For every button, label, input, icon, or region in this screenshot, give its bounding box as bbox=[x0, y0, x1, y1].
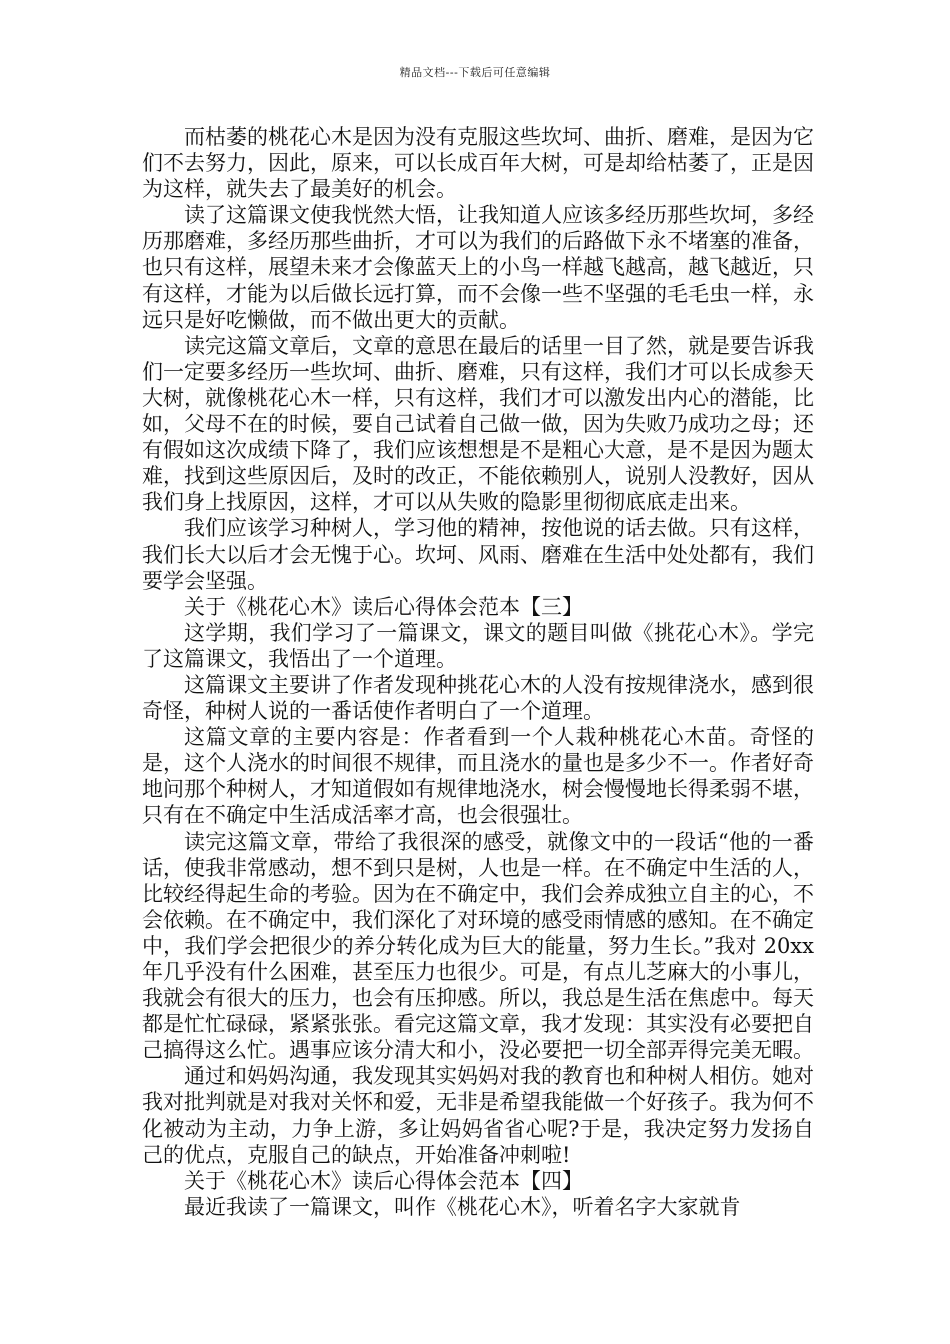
section-heading: 关于《桃花心木》读后心得体会范本【三】 bbox=[184, 594, 583, 619]
paragraph: 读完这篇文章，带给了我很深的感受，就像文中的一段话“他的一番话，使我非常感动，想不到只是树，人也是一样。在不确定中生活的人，比较经得起生命的考验。因为在不确定中，我们会养成独立自主的心，不会依赖。在不确定中，我们深化了对环境的感受雨情感的感知。在不确定中，我们学会把很少的养分转化成为巨大的能量，努力生长。”我对 20xx 年几乎没有什么困难，甚至压力也很少。可是，有点儿芝麻大的小事儿，我就会有很大的压力，也会有压抑感。所以，我总是生活在焦虑中。每天都是忙忙碌碌，紧紧张张。看完这篇文章，我才发现：其实没有必要把自己搞得这么忙。遇事应该分清大和小，没必要把一切全部弄得完美无暇。 bbox=[142, 829, 814, 1063]
paragraph: 我们应该学习种树人，学习他的精神，按他说的话去做。只有这样，我们长大以后才会无愧于心。坎坷、风雨、磨难在生活中处处都有，我们要学会坚强。 bbox=[142, 516, 814, 593]
section-heading: 关于《桃花心木》读后心得体会范本【四】 bbox=[184, 1168, 583, 1193]
paragraph: 这篇课文主要讲了作者发现种挑花心木的人没有按规律浇水，感到很奇怪，种树人说的一番话使作者明白了一个道理。 bbox=[142, 672, 814, 724]
paragraph: 这篇文章的主要内容是：作者看到一个人栽种桃花心木苗。奇怪的是，这个人浇水的时间很不规律，而且浇水的量也是多少不一。作者好奇地问那个种树人，才知道假如有规律地浇水，树会慢慢地长得柔弱不堪，只有在不确定中生活成活率才高，也会很强壮。 bbox=[142, 725, 814, 828]
page-header: 精品文档---下载后可任意编辑 bbox=[399, 66, 551, 79]
paragraph: 最近我读了一篇课文，叫作《桃花心木》，听着名字大家就肯 bbox=[184, 1194, 741, 1219]
document-body bbox=[142, 124, 814, 1220]
paragraph: 而枯萎的桃花心木是因为没有克服这些坎坷、曲折、磨难，是因为它们不去努力，因此，原来，可以长成百年大树，可是却给枯萎了，正是因为这样，就失去了最美好的机会。 bbox=[142, 125, 814, 202]
paragraph: 这学期，我们学习了一篇课文，课文的题目叫做《挑花心木》。学完了这篇课文，我悟出了一个道理。 bbox=[142, 620, 814, 671]
paragraph: 读完这篇文章后，文章的意思在最后的话里一目了然，就是要告诉我们一定要多经历一些坎坷、曲折、磨难，只有这样，我们才可以长成参天大树，就像桃花心木一样，只有这样，我们才可以激发出内心的潜能，比如，父母不在的时候，要自己试着自己做一做，因为失败乃成功之母；还有假如这次成绩下降了，我们应该想想是不是粗心大意，是不是因为题太难，找到这些原因后，及时的改正，不能依赖别人，说别人没教好，因从我们身上找原因，这样，才可以从失败的隐影里彻彻底底走出来。 bbox=[142, 333, 814, 515]
paragraph: 读了这篇课文使我恍然大悟，让我知道人应该多经历那些坎坷，多经历那磨难，多经历那些曲折，才可以为我们的后路做下永不堵塞的准备，也只有这样，展望未来才会像蓝天上的小鸟一样越飞越高，越飞越近，只有这样，才能为以后做长远打算，而不会像一些不坚强的毛毛虫一样，永远只是好吃懒做，而不做出更大的贡献。 bbox=[142, 203, 814, 332]
paragraph: 通过和妈妈沟通，我发现其实妈妈对我的教育也和种树人相仿。她对我对批判就是对我对关怀和爱，无非是希望我能做一个好孩子。我为何不化被动为主动，力争上游，多让妈妈省省心呢?于是，我决定努力发扬自己的优点，克服自己的缺点，开始准备冲刺啦! bbox=[142, 1064, 814, 1167]
